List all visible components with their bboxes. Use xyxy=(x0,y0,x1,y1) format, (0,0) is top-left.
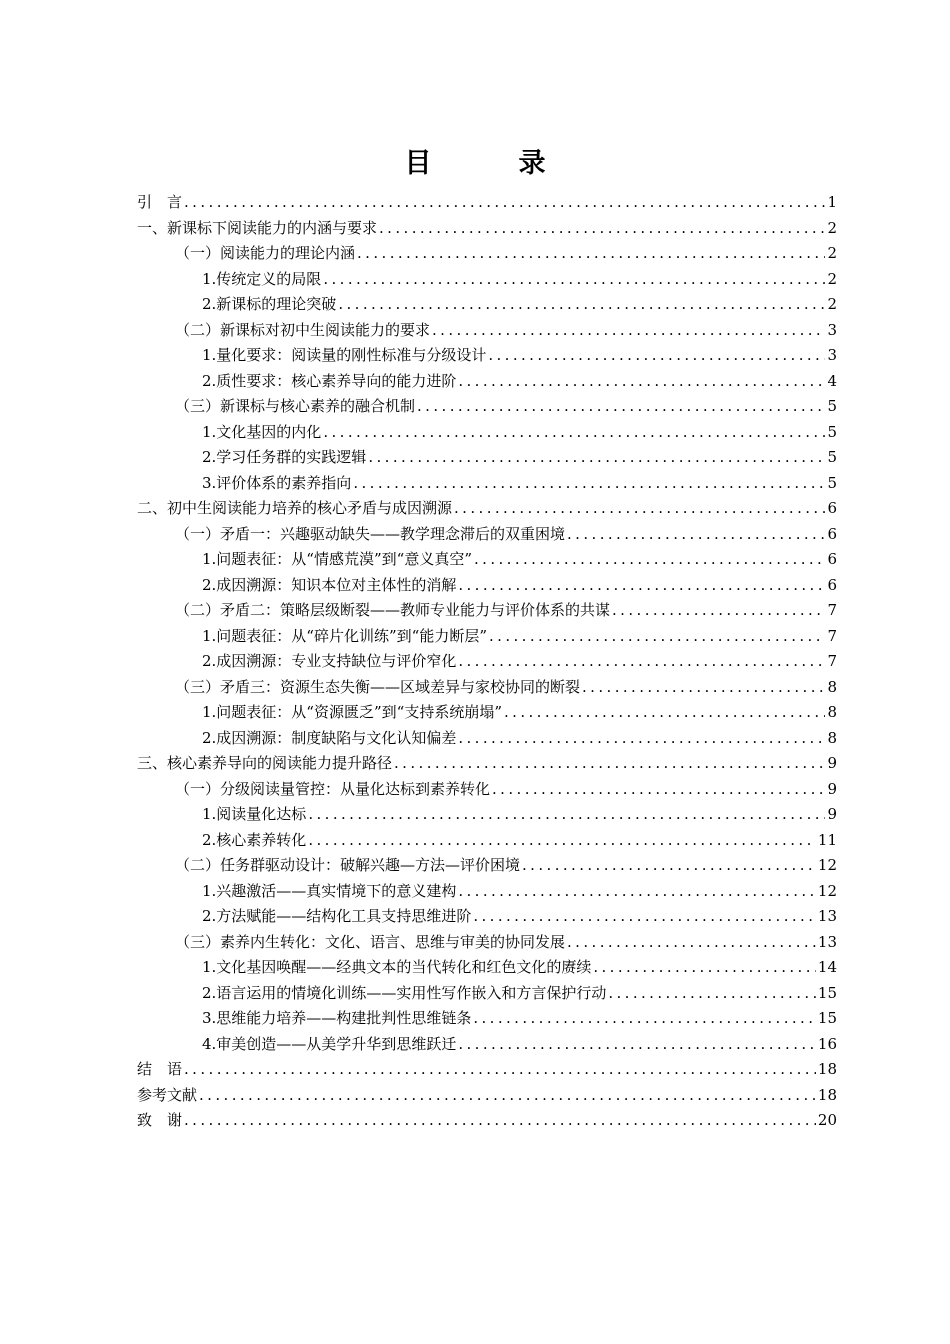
toc-page-number: 15 xyxy=(817,1009,837,1027)
toc-leader-dots xyxy=(488,343,825,369)
toc-leader-dots xyxy=(489,624,825,650)
toc-entry-title: 4.审美创造——从美学升华到思维跃迁 xyxy=(202,1034,457,1053)
toc-page-number: 2 xyxy=(827,269,837,288)
toc-page-number: 6 xyxy=(827,499,837,517)
toc-entry-title: 致 谢 xyxy=(137,1111,183,1129)
toc-page-number: 16 xyxy=(817,1034,837,1053)
toc-entry-title: 1.传统定义的局限 xyxy=(202,269,322,288)
toc-entry-title: 1.问题表征：从“碎片化训练”到“能力断层” xyxy=(202,626,487,645)
toc-entry-title: （一）分级阅读量管控：从量化达标到素养转化 xyxy=(175,779,491,798)
toc-entry xyxy=(137,828,837,854)
toc-entry xyxy=(137,802,837,828)
toc-entry xyxy=(137,547,837,573)
toc-entry-title: 2.成因溯源：制度缺陷与文化认知偏差 xyxy=(202,728,457,747)
toc-leader-dots xyxy=(458,879,816,905)
toc-leader-dots xyxy=(199,1083,816,1109)
toc-entry xyxy=(137,216,837,242)
toc-entry xyxy=(137,1057,837,1083)
toc-leader-dots xyxy=(473,1006,816,1032)
toc-leader-dots xyxy=(522,853,816,879)
toc-entry-title: 1.文化基因的内化 xyxy=(202,422,322,441)
toc-entry-title: 1.问题表征：从“资源匮乏”到“支持系统崩塌” xyxy=(202,703,502,721)
toc-entry-title: 2.语言运用的情境化训练——实用性写作嵌入和方言保护行动 xyxy=(202,983,607,1002)
toc-page-number: 2 xyxy=(827,295,837,313)
table-of-contents xyxy=(137,190,837,1134)
toc-leader-dots xyxy=(323,267,825,293)
toc-page-number: 7 xyxy=(827,626,837,645)
toc-leader-dots xyxy=(458,1032,816,1058)
toc-entry-title: 1.兴趣激活——真实情境下的意义建构 xyxy=(202,881,457,900)
toc-leader-dots xyxy=(612,598,825,624)
toc-entry xyxy=(137,471,837,497)
toc-entry xyxy=(137,751,837,777)
toc-entry-title: 2.成因溯源：专业支持缺位与评价窄化 xyxy=(202,652,457,670)
toc-leader-dots xyxy=(474,547,825,573)
toc-entry xyxy=(137,445,837,471)
toc-page-number: 4 xyxy=(827,371,837,390)
toc-entry-title: 2.成因溯源：知识本位对主体性的消解 xyxy=(202,575,457,594)
toc-leader-dots xyxy=(184,1108,816,1134)
toc-entry xyxy=(137,726,837,752)
toc-entry xyxy=(137,675,837,701)
toc-entry xyxy=(137,394,837,420)
toc-page-number: 2 xyxy=(827,218,837,237)
toc-entry-title: 3.评价体系的素养指向 xyxy=(202,473,352,492)
toc-leader-dots xyxy=(492,777,825,803)
toc-leader-dots xyxy=(582,675,825,701)
toc-entry xyxy=(137,369,837,395)
toc-page-number: 6 xyxy=(827,575,837,594)
toc-entry xyxy=(137,777,837,803)
toc-entry xyxy=(137,1006,837,1032)
toc-leader-dots xyxy=(458,649,825,675)
toc-leader-dots xyxy=(368,445,825,471)
toc-entry-title: （一）矛盾一：兴趣驱动缺失——教学理念滞后的双重困境 xyxy=(175,524,566,543)
toc-leader-dots xyxy=(504,700,825,726)
toc-entry xyxy=(137,624,837,650)
toc-page-number: 3 xyxy=(827,346,837,364)
toc-entry-title: 一、新课标下阅读能力的内涵与要求 xyxy=(137,218,378,237)
toc-entry xyxy=(137,598,837,624)
toc-page-number: 5 xyxy=(827,448,837,466)
toc-entry xyxy=(137,981,837,1007)
toc-leader-dots xyxy=(308,802,825,828)
toc-entry xyxy=(137,955,837,981)
toc-page-number: 15 xyxy=(817,983,837,1002)
toc-page-number: 1 xyxy=(827,193,837,211)
toc-page-number: 2 xyxy=(827,244,837,262)
toc-leader-dots xyxy=(608,981,816,1007)
toc-page-number: 12 xyxy=(817,856,837,874)
toc-entry xyxy=(137,1032,837,1058)
toc-page-number: 13 xyxy=(817,932,837,951)
toc-entry xyxy=(137,1108,837,1134)
toc-leader-dots xyxy=(473,904,816,930)
toc-entry-title: （三）矛盾三：资源生态失衡——区域差异与家校协同的断裂 xyxy=(175,677,581,696)
toc-page-number: 7 xyxy=(827,601,837,619)
toc-page-number: 18 xyxy=(817,1060,837,1078)
toc-entry xyxy=(137,190,837,216)
toc-entry-title: 三、核心素养导向的阅读能力提升路径 xyxy=(137,754,393,772)
toc-entry-title: 2.新课标的理论突破 xyxy=(202,295,337,313)
toc-entry xyxy=(137,853,837,879)
toc-page-number: 14 xyxy=(817,958,837,976)
toc-page-number: 13 xyxy=(817,907,837,925)
toc-leader-dots xyxy=(184,190,825,216)
toc-entry xyxy=(137,267,837,293)
toc-page-number: 9 xyxy=(827,779,837,798)
toc-leader-dots xyxy=(184,1057,816,1083)
toc-entry xyxy=(137,496,837,522)
toc-leader-dots xyxy=(593,955,816,981)
toc-entry-title: （一）阅读能力的理论内涵 xyxy=(175,244,356,262)
toc-entry-title: 引 言 xyxy=(137,193,183,211)
toc-leader-dots xyxy=(357,241,825,267)
toc-entry xyxy=(137,904,837,930)
toc-page-number: 8 xyxy=(827,677,837,696)
toc-entry xyxy=(137,292,837,318)
toc-entry-title: 1.阅读量化达标 xyxy=(202,805,307,823)
toc-entry-title: 1.文化基因唤醒——经典文本的当代转化和红色文化的赓续 xyxy=(202,958,592,976)
toc-entry xyxy=(137,318,837,344)
toc-entry-title: 结 语 xyxy=(137,1060,183,1078)
toc-leader-dots xyxy=(417,394,825,420)
toc-page-number: 20 xyxy=(817,1111,837,1129)
toc-entry xyxy=(137,522,837,548)
toc-page-number: 3 xyxy=(827,320,837,339)
toc-leader-dots xyxy=(394,751,825,777)
toc-entry-title: 2.核心素养转化 xyxy=(202,830,307,849)
toc-entry xyxy=(137,700,837,726)
toc-leader-dots xyxy=(567,930,816,956)
toc-entry-title: 二、初中生阅读能力培养的核心矛盾与成因溯源 xyxy=(137,499,453,517)
toc-entry xyxy=(137,930,837,956)
toc-leader-dots xyxy=(567,522,825,548)
toc-page-number: 9 xyxy=(827,805,837,823)
toc-entry-title: （二）矛盾二：策略层级断裂——教师专业能力与评价体系的共谋 xyxy=(175,601,611,619)
toc-entry xyxy=(137,1083,837,1109)
toc-page-number: 5 xyxy=(827,422,837,441)
toc-page-number: 5 xyxy=(827,397,837,415)
toc-leader-dots xyxy=(454,496,825,522)
toc-leader-dots xyxy=(308,828,816,854)
toc-page-number: 9 xyxy=(827,754,837,772)
toc-page-number: 6 xyxy=(827,550,837,568)
toc-entry-title: （三）新课标与核心素养的融合机制 xyxy=(175,397,416,415)
toc-entry-title: 参考文献 xyxy=(137,1085,198,1104)
toc-leader-dots xyxy=(323,420,825,446)
toc-page-number: 6 xyxy=(827,524,837,543)
toc-entry xyxy=(137,420,837,446)
toc-leader-dots xyxy=(379,216,825,242)
toc-entry-title: 1.量化要求：阅读量的刚性标准与分级设计 xyxy=(202,346,487,364)
toc-page-number: 7 xyxy=(827,652,837,670)
toc-leader-dots xyxy=(458,369,825,395)
toc-page-number: 18 xyxy=(817,1085,837,1104)
toc-leader-dots xyxy=(338,292,825,318)
toc-entry-title: （三）素养内生转化：文化、语言、思维与审美的协同发展 xyxy=(175,932,566,951)
toc-entry xyxy=(137,879,837,905)
toc-entry xyxy=(137,649,837,675)
toc-page-number: 8 xyxy=(827,728,837,747)
page-title: 目 录 xyxy=(404,148,576,179)
toc-page-number: 11 xyxy=(817,830,837,849)
toc-entry-title: 2.方法赋能——结构化工具支持思维进阶 xyxy=(202,907,472,925)
toc-leader-dots xyxy=(432,318,825,344)
toc-leader-dots xyxy=(353,471,825,497)
toc-entry-title: 2.学习任务群的实践逻辑 xyxy=(202,448,367,466)
toc-entry-title: （二）新课标对初中生阅读能力的要求 xyxy=(175,320,431,339)
toc-leader-dots xyxy=(458,726,825,752)
toc-entry-title: 1.问题表征：从“情感荒漠”到“意义真空” xyxy=(202,550,472,568)
toc-entry-title: 2.质性要求：核心素养导向的能力进阶 xyxy=(202,371,457,390)
toc-entry-title: 3.思维能力培养——构建批判性思维链条 xyxy=(202,1009,472,1027)
toc-entry xyxy=(137,343,837,369)
toc-leader-dots xyxy=(458,573,825,599)
toc-entry-title: （二）任务群驱动设计：破解兴趣—方法—评价困境 xyxy=(175,856,521,874)
toc-entry xyxy=(137,241,837,267)
toc-page-number: 8 xyxy=(827,703,837,721)
toc-page-number: 12 xyxy=(817,881,837,900)
toc-page-number: 5 xyxy=(827,473,837,492)
toc-entry xyxy=(137,573,837,599)
